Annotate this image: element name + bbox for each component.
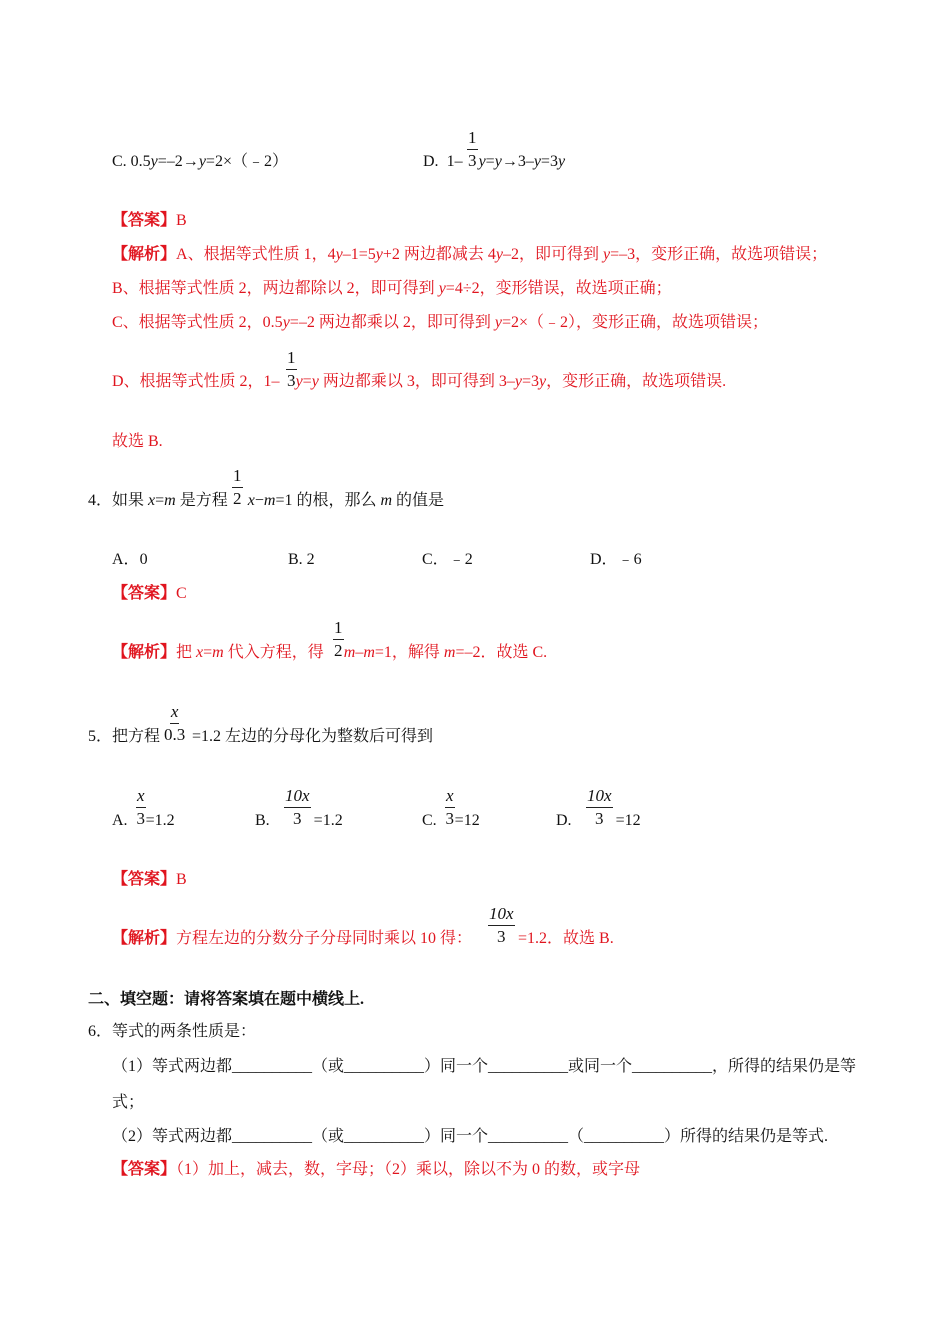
q4-stem: 4．如果 x=m 是方程 x−m=1 的根，那么 m 的值是: [88, 492, 445, 509]
q6-line-1-continued: 式；: [112, 1094, 145, 1111]
q5-answer: 【答案】B: [112, 871, 187, 888]
q3-analysis-d-fraction: $\frac{1}{3}$: [287, 348, 296, 390]
section-heading: 二、填空题：请将答案填在题中横线上.: [88, 991, 365, 1008]
q3-analysis-line-c: C、根据等式性质 2，0.5y=–2 两边都乘以 2，即可得到 y=2×（﹣2），变形正确，故选项错误；: [112, 314, 768, 331]
q5-analysis: 【解析】方程左边的分数分子分母同时乘以 10 得： =1.2．故选 B.: [112, 930, 614, 947]
q4-option-a: A．0: [112, 551, 148, 568]
q6-stem: 6．等式的两条性质是：: [88, 1023, 257, 1040]
q3-analysis-line-a: 【解析】A、根据等式性质 1，4y–1=5y+2 两边都减去 4y–2，即可得到 y=–3，变形正确，故选项错误；: [112, 246, 828, 263]
q3-analysis-line-d: D、根据等式性质 2，1– y=y 两边都乘以 3，即可得到 3–y=3y，变形正确，故选项错误.: [112, 373, 727, 390]
q5-option-c: C. =12: [422, 812, 480, 829]
q5-option-a-fraction: $\frac{x}{3}$: [136, 786, 146, 828]
q3-analysis-line-b: B、根据等式性质 2，两边都除以 2，即可得到 y=4÷2，变形错误，故选项正确；: [112, 280, 672, 297]
q6-line-2: （2）等式两边都__________（或__________）同一个__________（__________）所得的结果仍是等式.: [112, 1128, 829, 1145]
q5-option-c-fraction: $\frac{x}{3}$: [445, 786, 455, 828]
q5-option-b: B. =1.2: [255, 812, 343, 829]
q4-option-b: B. 2: [288, 551, 315, 568]
q3-option-d: D. 1– y=y→3–y=3y: [423, 153, 566, 170]
q5-stem-fraction: $\frac{x}{0.3}$: [164, 702, 186, 744]
q3-option-c: C. 0.5y=–2→y=2×（﹣2）: [112, 153, 288, 170]
q5-analysis-fraction: $\frac{10x}{3}$: [489, 904, 514, 946]
q4-analysis: 【解析】把 x=m 代入方程，得 m–m=1，解得 m=–2．故选 C.: [112, 644, 548, 661]
q3-option-d-fraction: $\frac{1}{3}$: [468, 128, 477, 170]
q3-answer: 【答案】B: [112, 212, 187, 229]
q4-option-c: C．﹣2: [422, 551, 473, 568]
q4-answer: 【答案】C: [112, 585, 187, 602]
q3-conclusion: 故选 B.: [112, 433, 163, 450]
q6-line-1: （1）等式两边都__________（或__________）同一个__________或同一个__________，所得的结果仍是等: [112, 1058, 857, 1075]
q6-answer: 【答案】（1）加上，减去，数，字母；（2）乘以，除以不为 0 的数，或字母: [112, 1161, 641, 1178]
q4-stem-fraction: $\frac{1}{2}$: [233, 466, 242, 508]
q4-option-d: D．﹣6: [590, 551, 642, 568]
q5-option-d-fraction: $\frac{10x}{3}$: [587, 786, 612, 828]
q5-stem: 5．把方程 =1.2 左边的分母化为整数后可得到: [88, 728, 434, 745]
q5-option-a: A. =1.2: [112, 812, 175, 829]
q4-analysis-fraction: $\frac{1}{2}$: [334, 618, 343, 660]
q5-option-b-fraction: $\frac{10x}{3}$: [285, 786, 310, 828]
q5-option-d: D. =12: [556, 812, 641, 829]
